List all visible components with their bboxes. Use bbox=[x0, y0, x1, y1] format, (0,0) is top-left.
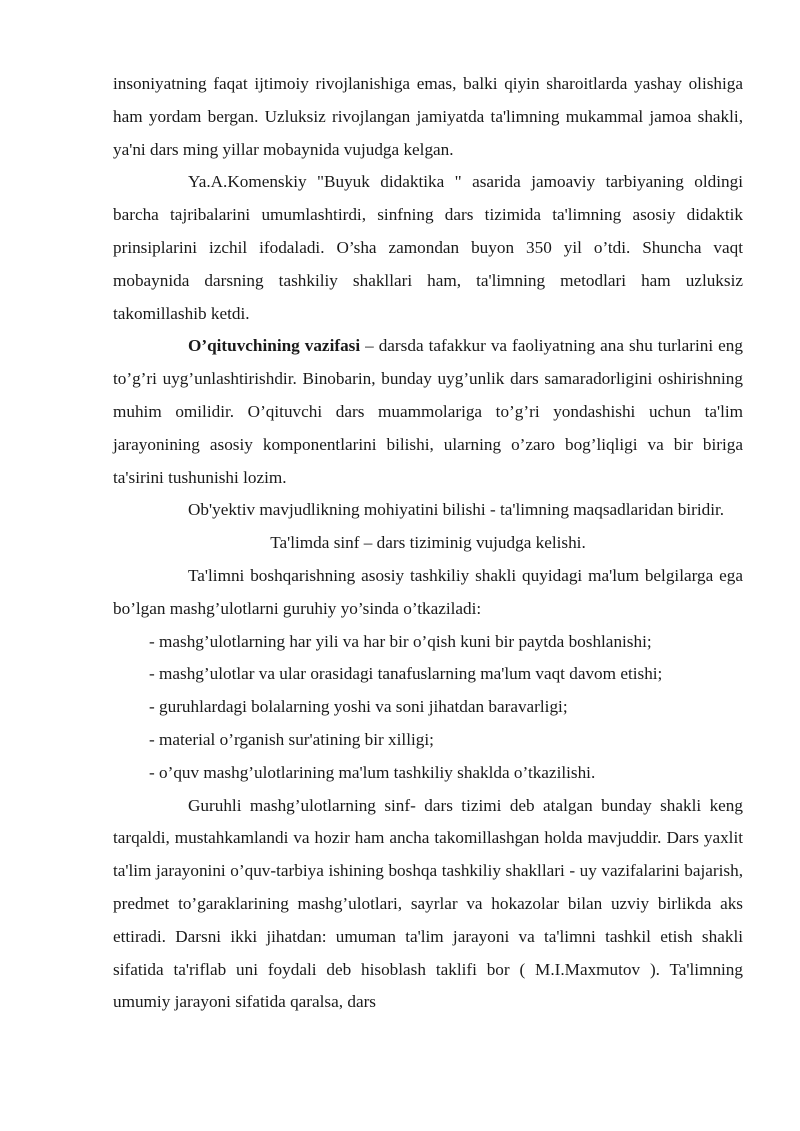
paragraph-class-lesson-system: Guruhli mashg’ulotlarning sinf- dars tizimi deb atalgan bunday shakli keng tarqaldi, mustahkamlandi va hozir ham ancha takomillashgan holda mavjuddir. Dars yaxlit ta'lim jarayonini o’quv-tarbiya ishining boshqa tashkiliy shakllari - uy vazifalarini bajarish, predmet to’garaklarining mashg’ulotlari, sayrlar va hokazolar bilan uzviy birlikda aks ettiradi. Darsni ikki jihatdan: umuman ta'lim jarayoni va ta'limni tashkil etish shakli sifatida ta'riflab uni foydali deb hisoblash taklifi bor ( M.I.Maxmutov ). Ta'limning umumiy jarayoni sifatida qaralsa, dars bbox=[113, 795, 743, 1012]
list-item: - mashg’ulotlarning har yili va har bir o’qish kuni bir paytda boshlanishi; bbox=[149, 631, 652, 651]
section-heading: Ta'limda sinf – dars tiziminig vujudga kelishi. bbox=[270, 533, 586, 553]
list-item: - material o’rganish sur'atining bir xilligi; bbox=[149, 729, 434, 749]
document-page bbox=[113, 68, 743, 1019]
paragraph-1: insoniyatning faqat ijtimoiy rivojlanishiga emas, balki qiyin sharoitlarda yashay olishiga ham yordam bergan. Uzluksiz rivojlangan jamiyatda ta'limning mukammal jamoa shakli, ya'ni dars ming yillar mobaynida vujudga kelgan. bbox=[113, 74, 743, 159]
paragraph-main-form: Ta'limni boshqarishning asosiy tashkiliy shakli quyidagi ma'lum belgilarga ega bo’lgan mashg’ulotlarni guruhiy yo’sinda o’tkaziladi: bbox=[113, 565, 743, 618]
paragraph-objective: Ob'yektiv mavjudlikning mohiyatini bilishi - ta'limning maqsadlaridan biridir. bbox=[188, 500, 725, 520]
list-item: - mashg’ulotlar va ular orasidagi tanafuslarning ma'lum vaqt davom etishi; bbox=[149, 664, 663, 684]
list-item: - guruhlardagi bolalarning yoshi va soni jihatdan baravarligi; bbox=[149, 697, 568, 717]
teacher-task-term: O’qituvchining vazifasi bbox=[188, 336, 361, 356]
paragraph-komenskiy: Ya.A.Komenskiy "Buyuk didaktika " asarida jamoaviy tarbiyaning oldingi barcha tajribalarini umumlashtirdi, sinfning dars tizimida ta'limning asosiy didaktik prinsiplarini izchil ifodaladi. O’sha zamondan buyon 350 yil o’tdi. Shuncha vaqt mobaynida darsning tashkiliy shakllari ham, ta'limning metodlari ham uzluksiz takomillashib ketdi. bbox=[113, 172, 743, 323]
teacher-task-text: – darsda tafakkur va faoliyatning ana shu turlarini eng to’g’ri uyg’unlashtirishdir. Binobarin, bunday uyg’unlik dars samaradorligini oshirishning muhim omilidir. O’qituvchi dars muammolariga to’g’ri yondashishi uchun ta'lim jarayonining asosiy komponentlarini bilishi, ularning o’zaro bog’liqligi va bir biriga ta'sirini tushunishi lozim. bbox=[113, 336, 743, 487]
paragraph-teacher-task bbox=[113, 330, 743, 494]
list-item: - o’quv mashg’ulotlarining ma'lum tashkiliy shaklda o’tkazilishi. bbox=[149, 762, 596, 782]
